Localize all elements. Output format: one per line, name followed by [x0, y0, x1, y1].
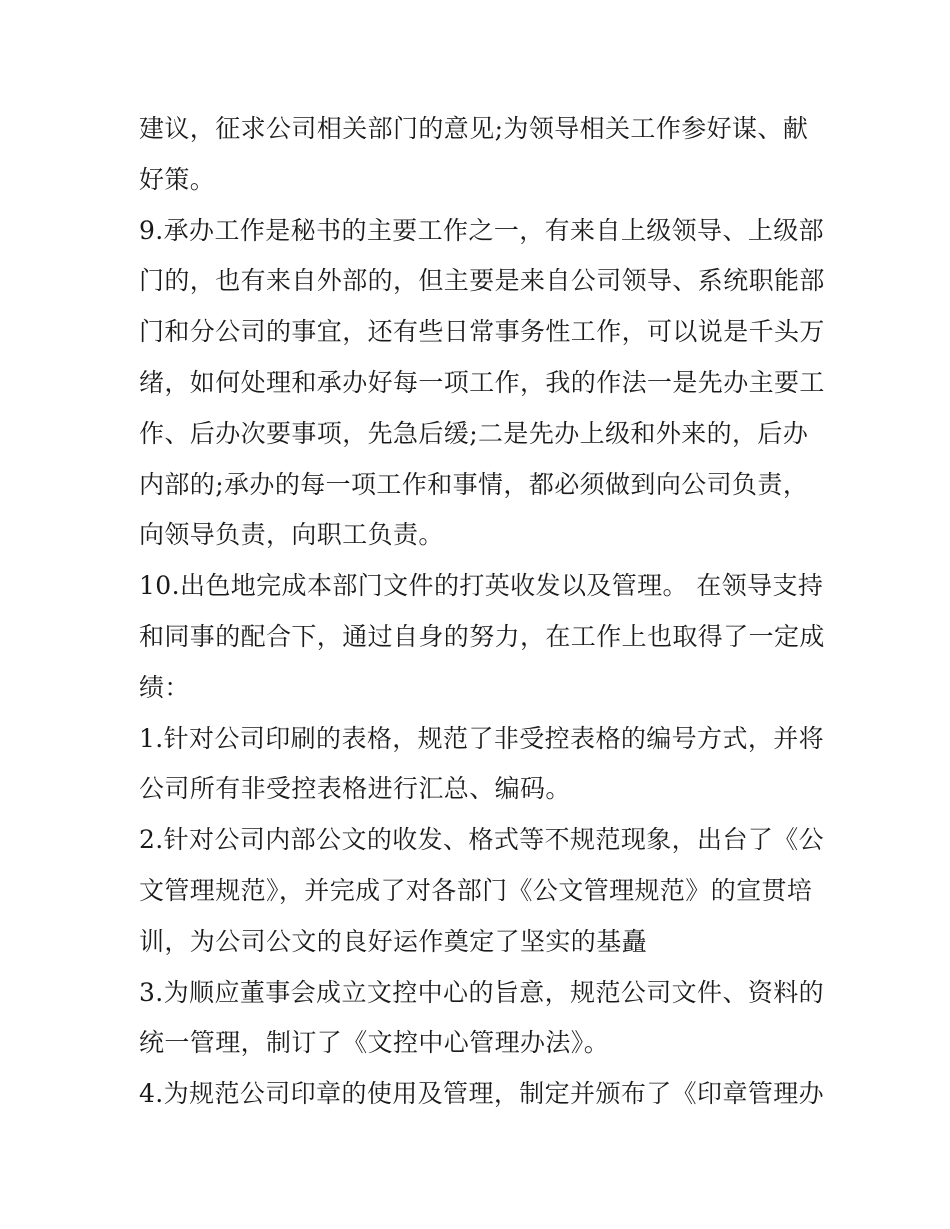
text-line: 门的，也有来自外部的，但主要是来自公司领导、系统职能部 [139, 266, 825, 296]
text-line: 1.针对公司印刷的表格，规范了非受控表格的编号方式，并将 [139, 723, 825, 753]
text-line: 4.为规范公司印章的使用及管理，制定并颁布了《印章管理办 [139, 1079, 825, 1109]
text-line: 内部的;承办的每一项工作和事情，都必须做到向公司负责， [139, 469, 809, 499]
text-line: 公司所有非受控表格进行汇总、编码。 [139, 774, 571, 804]
text-line: 10.出色地完成本部门文件的打英收发以及管理。 在领导支持 [139, 571, 824, 601]
text-line: 作、后办次要事项，先急后缓;二是先办上级和外来的，后办 [139, 418, 809, 448]
text-line: 建议，征求公司相关部门的意见;为领导相关工作参好谋、献 [139, 114, 809, 143]
text-line: 绩： [139, 672, 190, 702]
text-line: 统一管理，制订了《文控中心管理办法》。 [139, 1028, 610, 1058]
text-line: 向领导负责，向职工负责。 [139, 520, 444, 550]
text-line: 训，为公司公文的良好运作奠定了坚实的基矗 [139, 926, 648, 956]
text-line: 门和分公司的事宜，还有些日常事务性工作，可以说是千头万 [139, 317, 825, 347]
text-line: 和同事的配合下，通过自身的努力，在工作上也取得了一定成 [139, 621, 825, 651]
text-line: 3.为顺应董事会成立文控中心的旨意，规范公司文件、资料的 [139, 977, 825, 1007]
text-line: 2.针对公司内部公文的收发、格式等不规范现象，出台了《公 [139, 825, 825, 855]
document-body [139, 104, 825, 1120]
text-line: 绪，如何处理和承办好每一项工作，我的作法一是先办主要工 [139, 367, 825, 397]
text-line: 好策。 [139, 164, 216, 194]
text-line: 9.承办工作是秘书的主要工作之一，有来自上级领导、上级部 [139, 215, 825, 245]
text-line: 文管理规范》，并完成了对各部门《公文管理规范》的宣贯培 [139, 875, 813, 905]
